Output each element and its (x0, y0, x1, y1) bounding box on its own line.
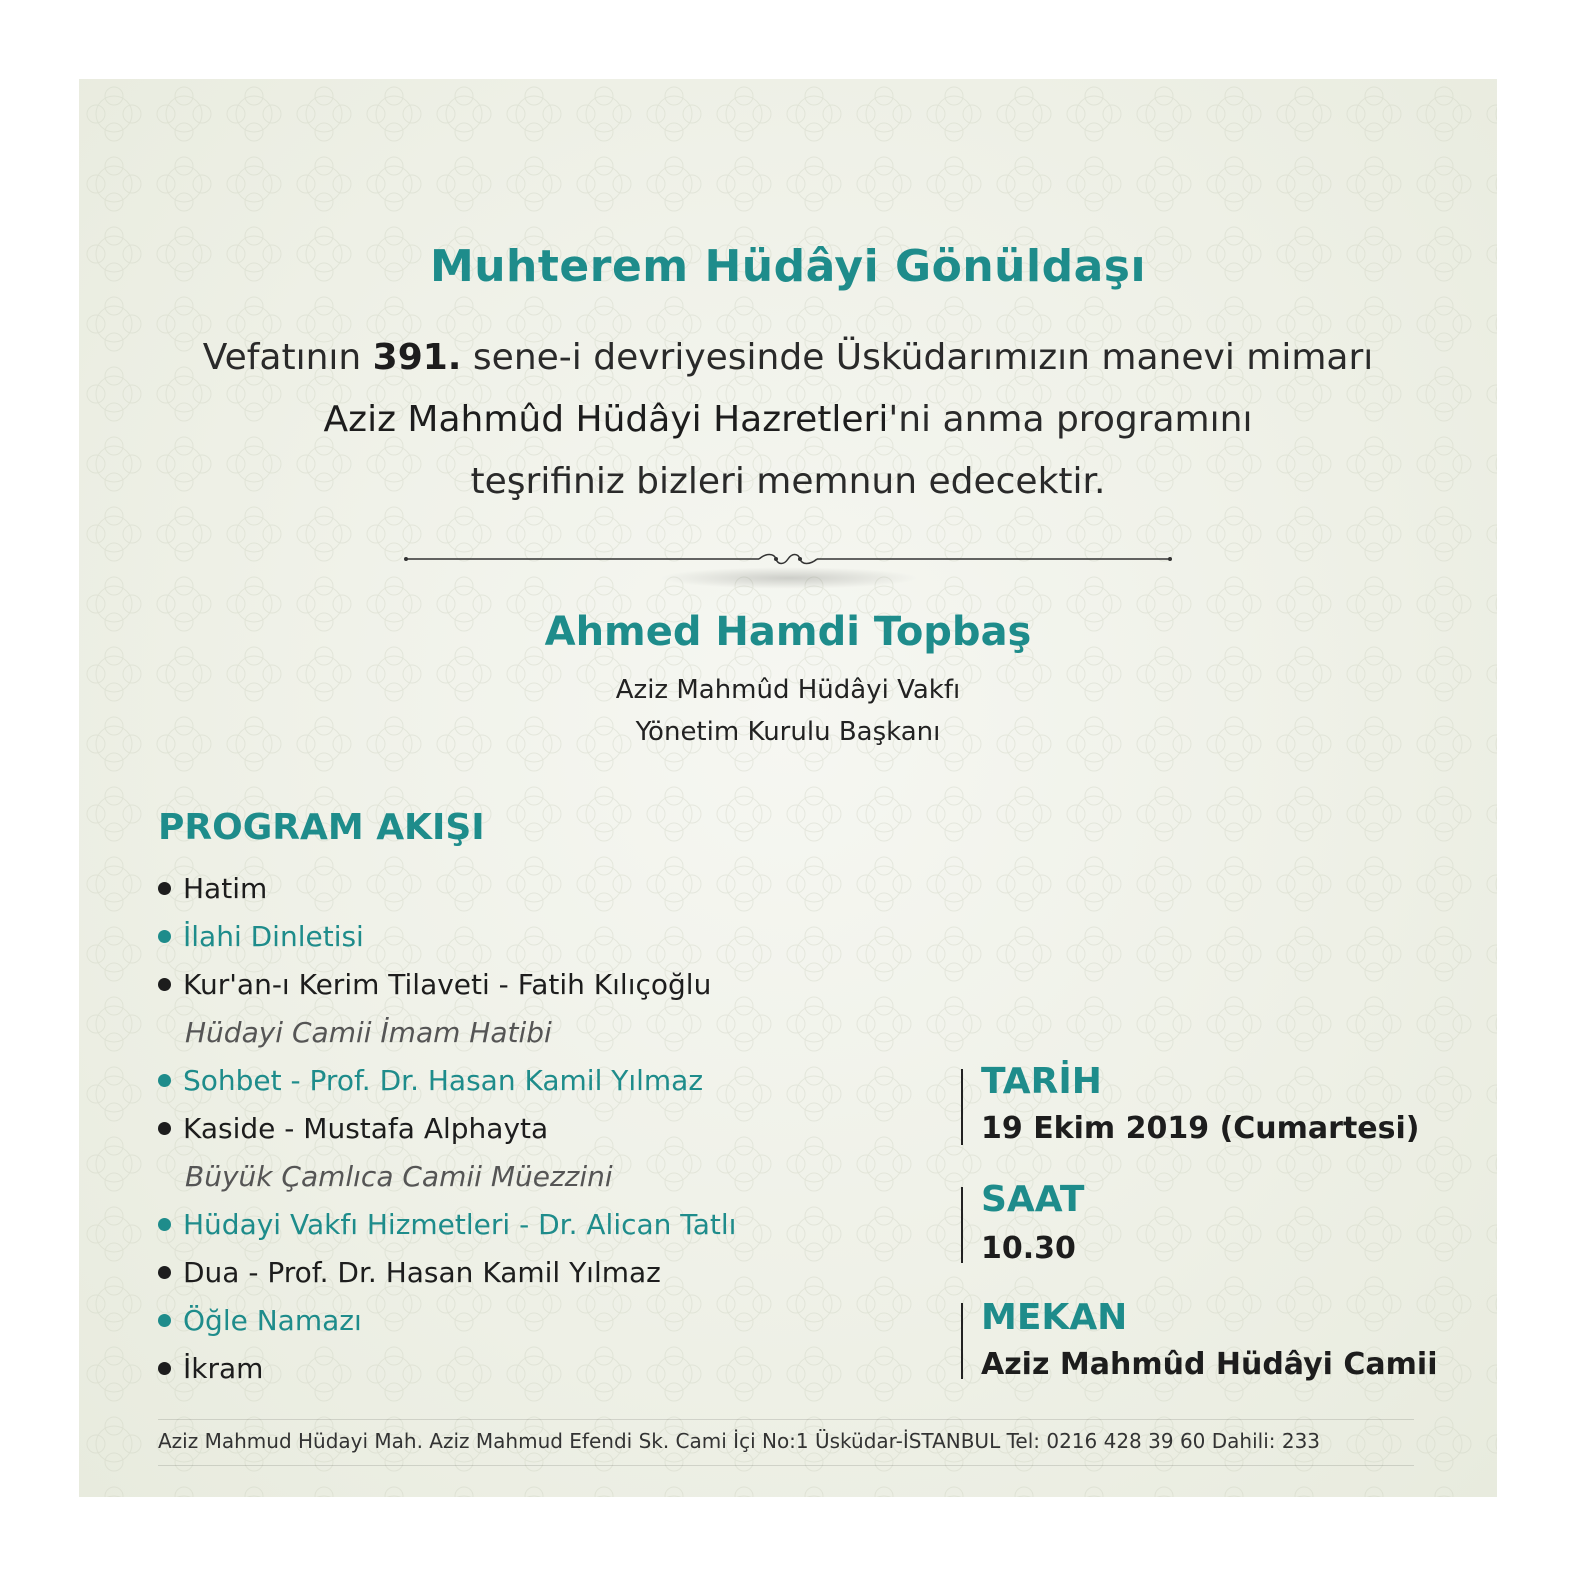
bullet-icon (158, 1362, 171, 1375)
program-item-label: İlahi Dinletisi (183, 920, 364, 953)
program-item (158, 1255, 661, 1291)
intro-line-2 (79, 399, 1497, 440)
program-item (158, 967, 711, 1003)
date-value: 19 Ekim 2019 (Cumartesi) (981, 1111, 1420, 1146)
program-item-label: Hüdayi Vakfı Hizmetleri - Dr. Alican Tatlı (183, 1208, 737, 1241)
place-label: MEKAN (981, 1297, 1128, 1338)
info-divider (961, 1069, 963, 1145)
anniversary-number: 391. (372, 337, 462, 378)
bullet-icon (158, 1122, 171, 1135)
info-divider (961, 1303, 963, 1379)
program-item-label: Öğle Namazı (183, 1304, 362, 1337)
intro-line-3: teşrifiniz bizleri memnun edecektir. (470, 461, 1106, 502)
program-item-label: Sohbet - Prof. Dr. Hasan Kamil Yılmaz (183, 1064, 704, 1097)
bullet-icon (158, 882, 171, 895)
program-item (158, 1111, 548, 1147)
program-item (158, 871, 267, 907)
bullet-icon (158, 1074, 171, 1087)
bullet-icon (158, 930, 171, 943)
bullet-icon (158, 1314, 171, 1327)
program-item-label: Hatim (183, 872, 268, 905)
bullet-icon (158, 1266, 171, 1279)
footer-rule (158, 1465, 1414, 1466)
program-item (158, 1207, 736, 1243)
program-title: PROGRAM AKIŞI (158, 807, 485, 848)
program-item-subtitle: Hüdayi Camii İmam Hatibi (185, 1016, 552, 1049)
time-label: SAAT (981, 1179, 1085, 1220)
program-item (158, 919, 364, 955)
intro-text: 'ni anma programını (888, 399, 1253, 440)
program-item (158, 1351, 263, 1387)
bullet-icon (158, 978, 171, 991)
signer-title: Yönetim Kurulu Başkanı (635, 717, 941, 747)
program-item-subtitle: Büyük Çamlıca Camii Müezzini (185, 1160, 613, 1193)
signer-organization: Aziz Mahmûd Hüdâyi Vakfı (615, 675, 961, 705)
program-item-label: Kaside - Mustafa Alphayta (183, 1112, 549, 1145)
program-item (158, 1063, 703, 1099)
signer-name: Ahmed Hamdi Topbaş (544, 609, 1032, 655)
page-title: Muhterem Hüdâyi Gönüldaşı (429, 241, 1147, 292)
intro-text: sene-i devriyesinde Üsküdarımızın manevi mimarı (461, 337, 1374, 378)
honoree-name: Aziz Mahmûd Hüdâyi Hazretleri (323, 399, 889, 440)
intro-line-1 (79, 337, 1497, 378)
footer-rule (158, 1419, 1414, 1420)
bullet-icon (158, 1218, 171, 1231)
program-item-label: Dua - Prof. Dr. Hasan Kamil Yılmaz (183, 1256, 661, 1289)
intro-text: Vefatının (202, 337, 373, 378)
program-item-label: Kur'an-ı Kerim Tilaveti - Fatih Kılıçoğlu (183, 968, 712, 1001)
place-value: Aziz Mahmûd Hüdâyi Camii (981, 1347, 1438, 1382)
program-item (158, 1303, 362, 1339)
invitation-card (79, 79, 1497, 1497)
info-divider (961, 1187, 963, 1263)
footer-address: Aziz Mahmud Hüdayi Mah. Aziz Mahmud Efendi Sk. Cami İçi No:1 Üsküdar-İSTANBUL Tel: 0216 428 39 60 Dahili: 233 (158, 1429, 1321, 1453)
divider-shadow (659, 567, 919, 589)
program-item-label: İkram (183, 1352, 264, 1385)
date-label: TARİH (981, 1061, 1102, 1102)
time-value: 10.30 (981, 1231, 1076, 1266)
